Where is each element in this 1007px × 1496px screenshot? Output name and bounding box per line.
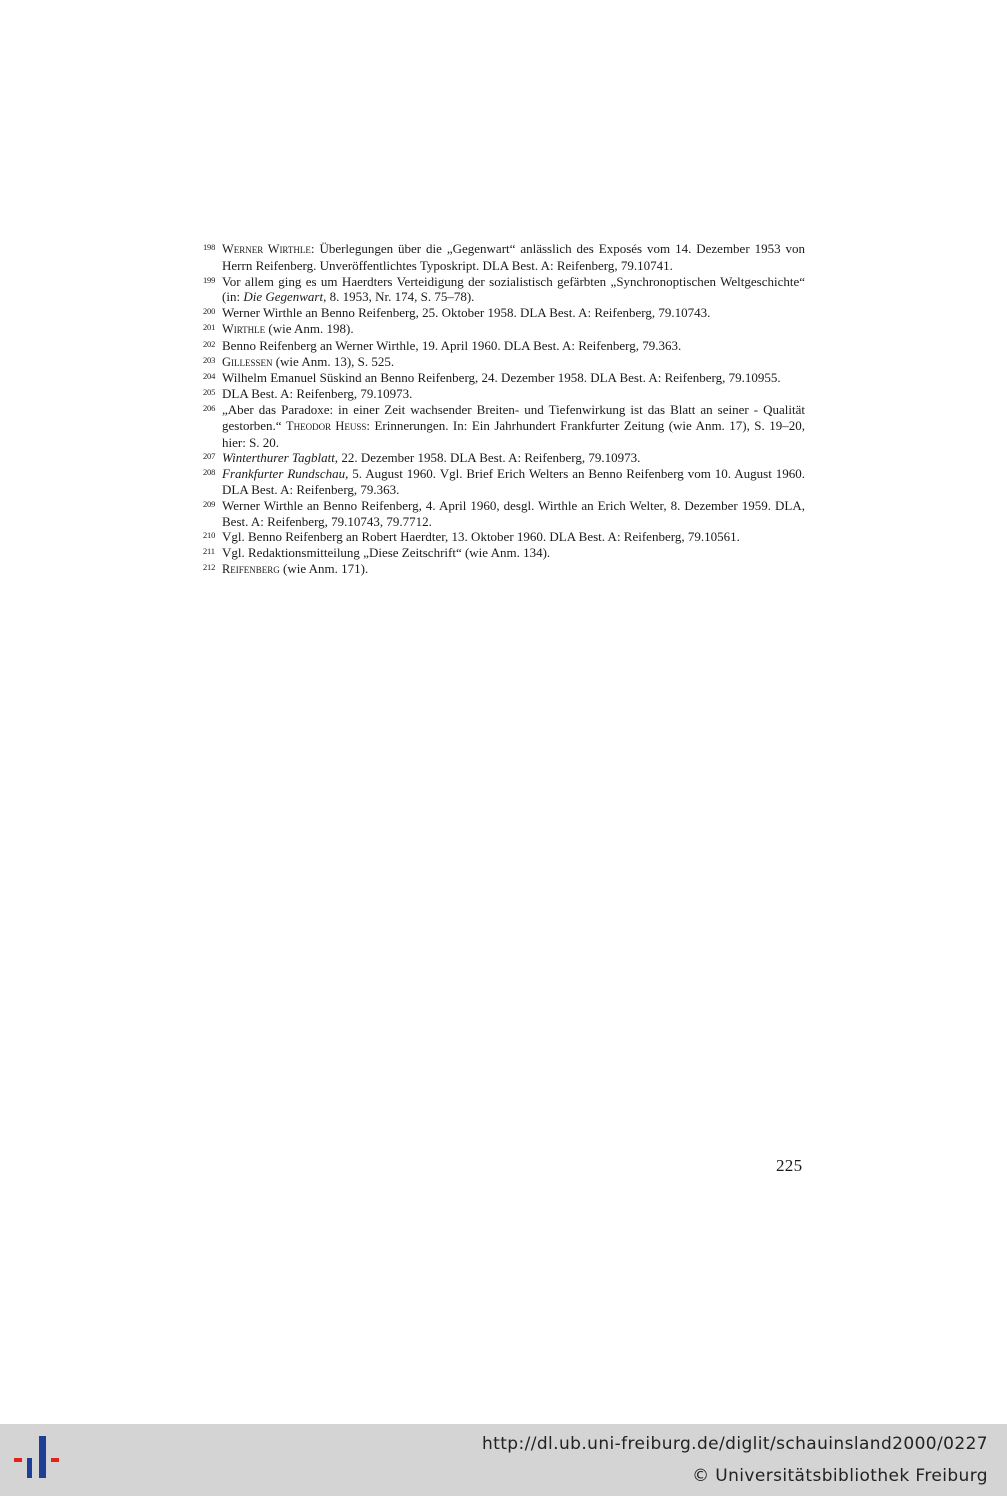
footnote-text-run: Vgl. Benno Reifenberg an Robert Haerdter, 13. Oktober 1960. DLA Best. A: Reifenberg, 79.10561. bbox=[222, 529, 740, 545]
logo-blue-short-bar bbox=[27, 1458, 32, 1478]
footnote-211 bbox=[203, 545, 805, 561]
footnote-text-run: : Erinnerungen. In: Ein Jahrhundert Frankfurter Zeitung (wie Anm. 17), S. 19–20, hier: S. 20. bbox=[222, 417, 806, 450]
footnote-number: 208 bbox=[203, 467, 216, 478]
author-name: Theodor Heuss bbox=[286, 418, 367, 433]
footnote-number: 200 bbox=[203, 306, 216, 317]
footnote-212 bbox=[203, 561, 805, 578]
footnote-text-run: Werner Wirthle an Benno Reifenberg, 25. Oktober 1958. DLA Best. A: Reifenberg, 79.10743. bbox=[222, 305, 711, 321]
publication-title: Winterthurer Tagblatt, bbox=[222, 450, 339, 466]
footnote-text bbox=[222, 321, 354, 336]
footnote-text bbox=[222, 498, 805, 529]
footnote-number: 207 bbox=[203, 451, 216, 462]
footnote-text bbox=[222, 402, 805, 450]
footnote-number: 204 bbox=[203, 371, 216, 382]
author-name: Reifenberg bbox=[222, 561, 280, 576]
footnote-number: 199 bbox=[203, 274, 216, 285]
footnote-text-run: DLA Best. A: Reifenberg, 79.10973. bbox=[222, 386, 413, 402]
footnote-number: 205 bbox=[203, 387, 216, 398]
footnote-210 bbox=[203, 529, 805, 545]
footnote-text bbox=[222, 274, 805, 305]
footnote-number: 203 bbox=[203, 354, 216, 365]
footnote-number: 206 bbox=[203, 402, 216, 413]
footnote-text-run: : Überlegungen über die „Gegenwart“ anlässlich des Exposés vom 14. Dezember 1953 von Herrn Reifenberg. Unveröffentlichtes Typoskript. DLA Best. A: Reifenberg, 79.10741. bbox=[222, 241, 806, 273]
footnote-198 bbox=[203, 241, 805, 274]
author-name: Werner Wirthle bbox=[222, 242, 311, 256]
footnote-number: 211 bbox=[203, 546, 215, 557]
page-number: 225 bbox=[776, 1156, 803, 1175]
footnote-207 bbox=[203, 450, 805, 466]
footnote-text-run: Vgl. Redaktionsmitteilung „Diese Zeitschrift“ (wie Anm. 134). bbox=[222, 545, 551, 561]
footnote-text bbox=[222, 338, 681, 353]
footnote-text bbox=[222, 386, 412, 401]
footnote-text bbox=[222, 450, 640, 465]
footnote-206 bbox=[203, 402, 805, 450]
footnote-text bbox=[222, 370, 781, 385]
footnote-204 bbox=[203, 370, 805, 386]
footnote-number: 202 bbox=[203, 338, 216, 349]
logo-red-left-bar bbox=[14, 1458, 22, 1462]
copyright-notice: © Universitätsbibliothek Freiburg bbox=[692, 1466, 988, 1486]
ub-freiburg-logo-icon[interactable] bbox=[12, 1436, 64, 1488]
footnote-number: 198 bbox=[203, 242, 216, 252]
footnote-201 bbox=[203, 321, 805, 338]
footnote-number: 212 bbox=[203, 561, 216, 572]
footnote-text bbox=[222, 529, 740, 544]
footnote-text-run: 22. Dezember 1958. DLA Best. A: Reifenberg, 79.10973. bbox=[338, 450, 641, 466]
footnote-text bbox=[222, 545, 550, 560]
footnote-number: 210 bbox=[203, 530, 216, 541]
author-name: Wirthle bbox=[222, 321, 266, 336]
footnote-text bbox=[222, 305, 710, 320]
permalink-url[interactable]: http://dl.ub.uni-freiburg.de/diglit/schauinsland2000/0227 bbox=[481, 1434, 988, 1454]
footnote-text-run: „Aber das Paradoxe: in einer Zeit wachsender Breiten- und Tiefenwirkung ist das Blatt an seiner - Qualität gestorben.“ bbox=[222, 401, 805, 433]
author-name: Gillessen bbox=[222, 354, 273, 369]
footnote-text-run: 8. 1953, Nr. 174, S. 75–78). bbox=[326, 289, 475, 305]
footnotes-list bbox=[203, 241, 805, 578]
footnote-202 bbox=[203, 338, 805, 354]
logo-blue-tall-bar bbox=[39, 1436, 46, 1478]
footnote-text-run: Benno Reifenberg an Werner Wirthle, 19. April 1960. DLA Best. A: Reifenberg, 79.363. bbox=[222, 337, 682, 353]
publication-title: Frankfurter Rundschau, bbox=[222, 466, 349, 482]
logo-red-right-bar bbox=[51, 1458, 59, 1462]
footnote-text bbox=[222, 466, 805, 497]
footnote-text-run: (wie Anm. 13), S. 525. bbox=[272, 353, 395, 369]
footnote-text bbox=[222, 354, 394, 369]
publication-title: Die Gegenwart, bbox=[243, 289, 327, 305]
footnote-text bbox=[222, 241, 805, 273]
footnote-203 bbox=[203, 354, 805, 371]
footnote-text bbox=[222, 561, 368, 576]
footnote-number: 209 bbox=[203, 498, 216, 509]
footnote-199 bbox=[203, 274, 805, 306]
footnote-number: 201 bbox=[203, 321, 216, 332]
footnote-200 bbox=[203, 305, 805, 321]
footnote-text-run: (wie Anm. 171). bbox=[279, 560, 369, 576]
footnote-text-run: Werner Wirthle an Benno Reifenberg, 4. April 1960, desgl. Wirthle an Erich Welter, 8. Dezember 1959. DLA, Best. A: Reifenberg, 79.10743, 79.7712. bbox=[222, 497, 805, 529]
footnote-text-run: 5. August 1960. Vgl. Brief Erich Welters an Benno Reifenberg vom 10. August 1960. DLA Best. A: Reifenberg, 79.363. bbox=[222, 466, 806, 497]
footnote-text-run: (wie Anm. 198). bbox=[265, 320, 354, 336]
footnote-text-run: Wilhelm Emanuel Süskind an Benno Reifenberg, 24. Dezember 1958. DLA Best. A: Reifenberg, 79.10955. bbox=[222, 370, 781, 386]
footnote-208 bbox=[203, 466, 805, 498]
footnote-text-run: Vor allem ging es um Haerdters Verteidigung der sozialistisch gefärbten „Synchronoptischen Weltgeschichte“ (in: bbox=[222, 273, 805, 305]
footnote-205 bbox=[203, 386, 805, 402]
footnote-209 bbox=[203, 498, 805, 530]
